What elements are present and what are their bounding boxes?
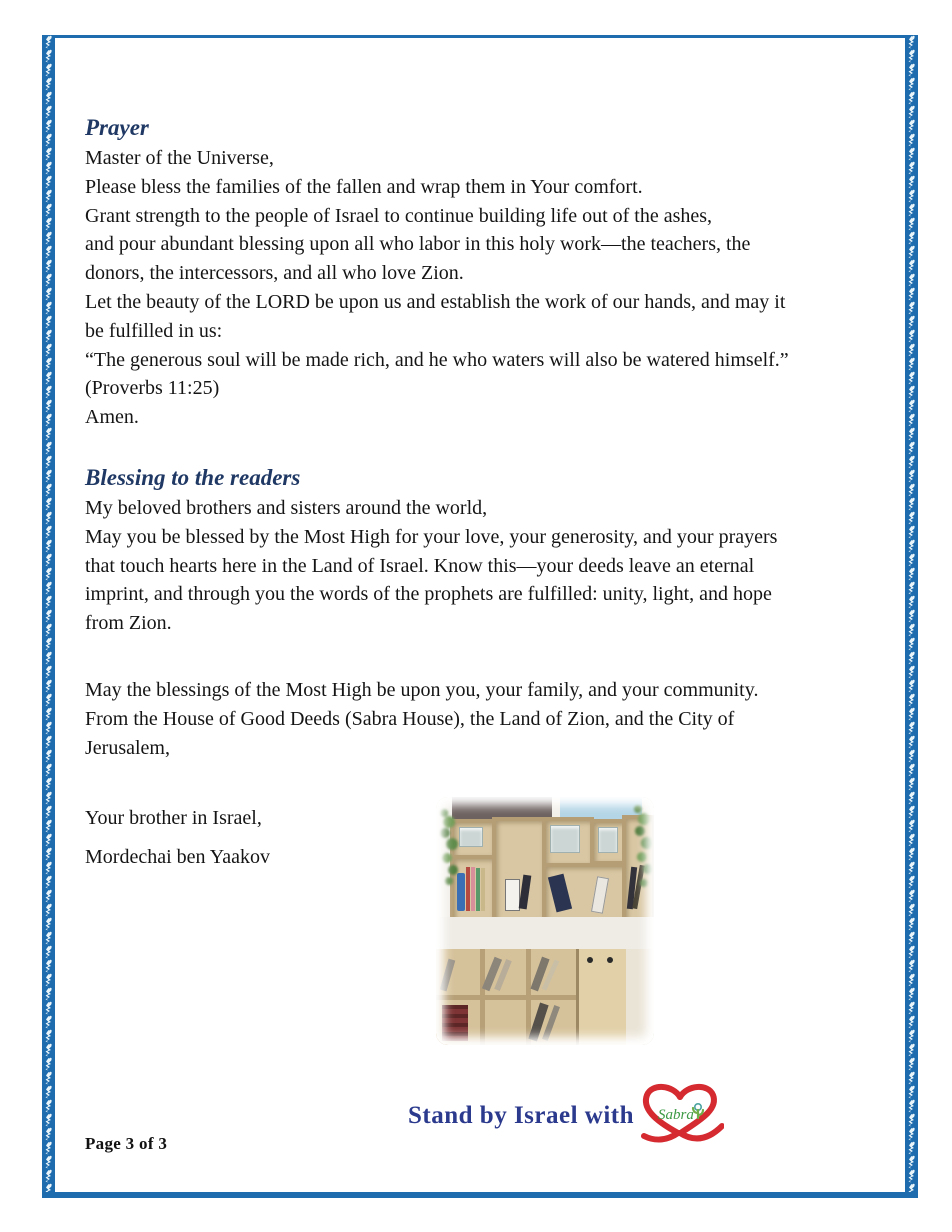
text-line: Amen. xyxy=(85,406,139,429)
border-top-line xyxy=(42,35,918,38)
book-spine xyxy=(457,873,465,911)
shelf-box xyxy=(622,815,654,923)
text-line: that touch hearts here in the Land of Israel. Know this—your deeds leave an eternal xyxy=(85,554,755,577)
text-line: From the House of Good Deeds (Sabra House), the Land of Zion, and the City of xyxy=(85,707,735,730)
knob xyxy=(607,957,613,963)
shelf-box xyxy=(542,863,630,923)
signature-name: Mordechai ben Yaakov xyxy=(85,846,270,869)
prayer-paragraph xyxy=(85,144,880,432)
shelf-box xyxy=(542,817,594,867)
cabinet-door xyxy=(576,949,629,1045)
blessing-heading: Blessing to the readers xyxy=(85,464,301,490)
text-line: Master of the Universe, xyxy=(85,147,274,169)
signature-line: Your brother in Israel, xyxy=(85,807,262,830)
text-line: from Zion. xyxy=(85,612,172,635)
shelf-box xyxy=(450,819,496,859)
text-line: Jerusalem, xyxy=(85,736,170,759)
sabra-brand-text: Sabra xyxy=(658,1107,694,1123)
text-line: Please bless the families of the fallen and wrap them in Your comfort. xyxy=(85,175,643,198)
book-stack xyxy=(442,1005,468,1041)
text-line: imprint, and through you the words of the prophets are fulfilled: unity, light, and hope xyxy=(85,583,772,606)
shelf-box xyxy=(450,855,496,923)
cubby-divider xyxy=(436,995,576,1000)
glass-bin xyxy=(598,827,618,853)
book-spine xyxy=(476,868,480,911)
logo-slogan: Stand by Israel with xyxy=(408,1101,635,1129)
closing-paragraph xyxy=(85,676,880,762)
blessing-paragraph xyxy=(85,494,880,638)
border-left-ornament xyxy=(42,35,55,1192)
leaning-book xyxy=(440,959,456,992)
small-frame xyxy=(505,879,520,911)
floor-area xyxy=(626,949,654,1045)
border-bottom-line xyxy=(42,1192,918,1198)
glass-bin xyxy=(550,825,580,853)
prayer-heading: Prayer xyxy=(85,115,149,140)
bookshelf-photo xyxy=(436,797,654,1045)
text-line: Grant strength to the people of Israel to continue building life out of the ashes, xyxy=(85,204,713,227)
heart-ribbon-icon xyxy=(636,1080,724,1151)
book-spine xyxy=(519,875,532,910)
book-spine xyxy=(481,868,485,911)
counter-top xyxy=(436,917,654,949)
book-stack xyxy=(548,874,572,913)
book-spine xyxy=(466,867,470,911)
book-spine xyxy=(471,867,475,911)
page-number: Page 3 of 3 xyxy=(85,1134,168,1153)
text-line: be fulfilled in us: xyxy=(85,319,223,342)
hanging-plant xyxy=(634,805,642,813)
text-line: donors, the intercessors, and all who love Zion. xyxy=(85,262,464,285)
text-line: Let the beauty of the LORD be upon us and establish the work of our hands, and may it xyxy=(85,290,786,313)
text-line: My beloved brothers and sisters around the world, xyxy=(85,496,488,519)
border-right-ornament xyxy=(905,35,918,1192)
text-line: (Proverbs 11:25) xyxy=(85,377,220,400)
text-line: May the blessings of the Most High be upon you, your family, and your community. xyxy=(85,678,759,701)
hanging-plant xyxy=(440,809,448,817)
shelf-box xyxy=(492,817,546,923)
knob xyxy=(587,957,593,963)
text-line: May you be blessed by the Most High for your love, your generosity, and your prayers xyxy=(85,525,778,548)
lower-cubbies xyxy=(436,949,576,1045)
letter-body xyxy=(85,112,880,872)
glass-bin xyxy=(459,827,483,847)
text-line: “The generous soul will be made rich, and he who waters will also be watered himself.” xyxy=(85,348,789,371)
sabra-logo-lockup xyxy=(408,1080,724,1151)
book-spine xyxy=(591,876,609,914)
text-line: and pour abundant blessing upon all who labor in this holy work—the teachers, the xyxy=(85,233,751,256)
